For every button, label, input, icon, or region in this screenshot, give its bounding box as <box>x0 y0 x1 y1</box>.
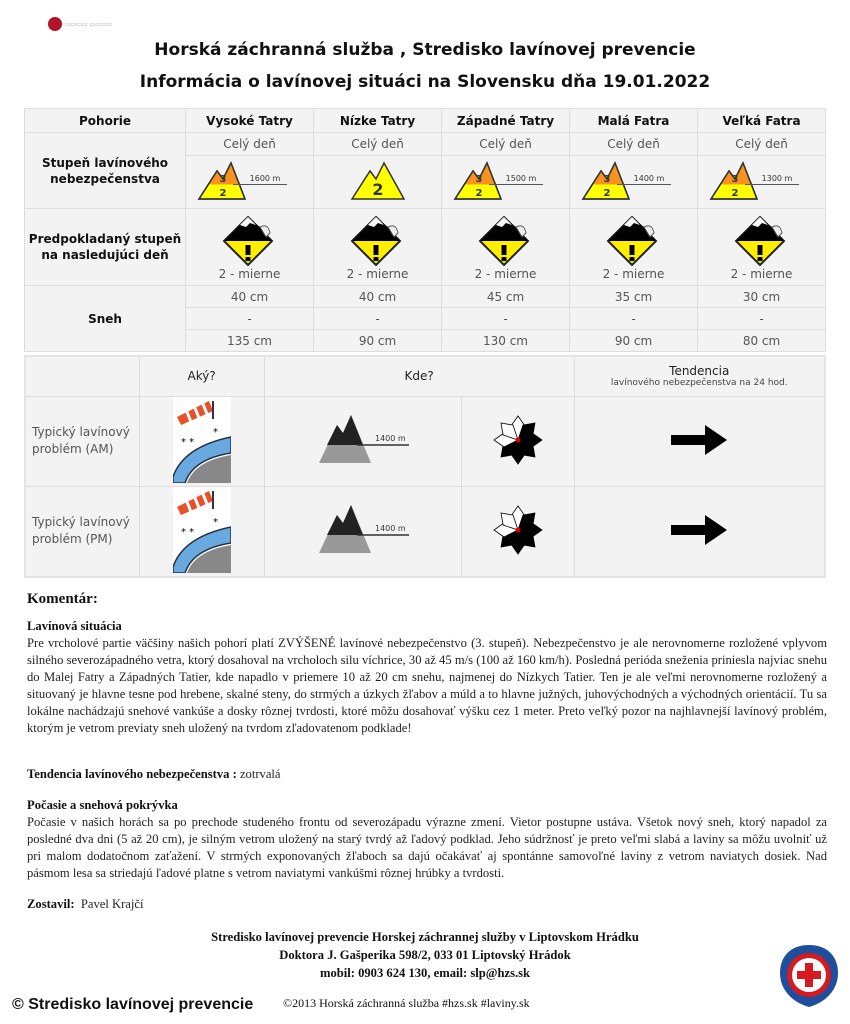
footer-line3: mobil: 0903 624 130, email: slp@hzs.sk <box>319 966 531 980</box>
period-cell: Celý deň <box>442 133 570 156</box>
svg-text:1300 m: 1300 m <box>761 173 792 183</box>
weather-section <box>27 797 827 882</box>
trend-label: Tendencia lavínového nebezpečenstva : <box>27 767 237 781</box>
period-cell: Celý deň <box>314 133 442 156</box>
svg-text:2: 2 <box>475 187 482 199</box>
snow-cell: 80 cm <box>698 330 826 352</box>
header-what: Aký? <box>139 356 264 396</box>
author-name: Pavel Krajčí <box>80 897 144 911</box>
label-pred: Predpokladaný stupeň na nasledujúci deň <box>25 209 186 286</box>
snow-cell: 40 cm <box>314 286 442 308</box>
snow-cell: 90 cm <box>314 330 442 352</box>
svg-text:1500 m: 1500 m <box>505 173 536 183</box>
region-header: Vysoké Tatry <box>186 109 314 133</box>
svg-text:2: 2 <box>603 187 610 199</box>
page-subtitle: Informácia o lavínovej situáci na Slovensku dňa 19.01.2022 <box>139 72 711 92</box>
situation-text: Pre vrcholové partie väčšiny našich pohorí platí ZVÝŠENÉ lavínové nebezpečenstvo (3. stupeň). Nebezpečenstvo je ale nerovnomerne rozložené vplyvom silného severozápadného vetra, ktorý dosahoval na vrcholoch silu víchrice, 30 až 45 m/s (100 až 160 km/h). Posledná perióda sneženia priniesla najviac snehu do Malej Fatry a Západných Tatier, kde napadlo v priemere 10 až 20 cm snehu, najmenej do Nízkych Tatier. Ten je ale veľmi nerovnomerne rozložený a situovaný je hlavne tesne pod hrebene, skalné steny, do strmých a úzkych žľabov a múld a to hlavne južných, juhovýchodných a východných orientácií. Tu sa lokálne nachádzajú snehové vankúše a dosky rôznej tvrdosti, ktoré môžu dosahovať výšku cez 1 meter. Preto veľký pozor na najhlavnejší lavínový problém, ktorým je vetrom previaty sneh uložený na tvrdom zľadovatenom podklade! <box>27 636 827 735</box>
page-title: Horská záchranná služba , Stredisko lavínovej prevencie <box>154 40 696 60</box>
svg-text:1400 m: 1400 m <box>374 433 406 443</box>
snow-cell: - <box>698 308 826 330</box>
author-label: Zostavil: <box>27 897 75 911</box>
svg-text:*: * <box>212 516 218 528</box>
header-pohorie: Pohorie <box>25 109 186 133</box>
hzs-logo-icon <box>778 943 840 1009</box>
pred-label: 2 - mierne <box>346 267 409 281</box>
svg-text:1600 m: 1600 m <box>249 173 280 183</box>
snow-cell: 130 cm <box>442 330 570 352</box>
footer-line1: Stredisko lavínovej prevencie Horskej záchrannej služby v Liptovskom Hrádku <box>211 930 639 944</box>
svg-text:2: 2 <box>219 187 226 199</box>
elevation-icon <box>264 396 461 486</box>
svg-text:3: 3 <box>731 173 738 185</box>
situation-section <box>27 618 827 737</box>
label-danger: Stupeň lavínového nebezpečenstva <box>25 133 186 209</box>
snow-cell: 35 cm <box>570 286 698 308</box>
copyright-slp: © Stredisko lavínovej prevencie <box>12 996 254 1013</box>
aspect-rose-icon <box>462 396 574 486</box>
snow-cell: - <box>442 308 570 330</box>
wind-slab-icon <box>139 396 264 486</box>
danger-level-icon <box>698 156 826 209</box>
danger-level-icon <box>314 156 442 209</box>
snow-cell: - <box>186 308 314 330</box>
elevation-icon <box>264 486 461 577</box>
svg-text:* *: * * <box>180 526 194 538</box>
trend-section <box>27 766 827 783</box>
danger-level-icon <box>570 156 698 209</box>
situation-title: Lavínová situácia <box>27 619 122 633</box>
snow-cell: 135 cm <box>186 330 314 352</box>
hzs-logo-small: ▭▭▭▭ ▭▭▭▭ <box>48 17 112 31</box>
pred-cell <box>698 209 826 286</box>
danger-table <box>24 108 826 352</box>
pred-label: 2 - mierne <box>218 267 281 281</box>
snow-cell: 40 cm <box>186 286 314 308</box>
svg-text:1400 m: 1400 m <box>633 173 664 183</box>
label-snow: Sneh <box>25 286 186 352</box>
pred-label: 2 - mierne <box>730 267 793 281</box>
region-header: Západné Tatry <box>442 109 570 133</box>
pred-cell <box>314 209 442 286</box>
snow-cell: 30 cm <box>698 286 826 308</box>
snow-cell: 45 cm <box>442 286 570 308</box>
header-where: Kde? <box>264 356 574 396</box>
snow-cell: - <box>570 308 698 330</box>
svg-text:1400 m: 1400 m <box>374 523 406 533</box>
period-cell: Celý deň <box>186 133 314 156</box>
trend-title: Tendencia <box>669 364 730 379</box>
svg-text:2: 2 <box>731 187 738 199</box>
copyright-hzs: ©2013 Horská záchranná služba #hzs.sk #laviny.sk <box>283 996 530 1010</box>
arrow-right-icon <box>574 486 825 577</box>
region-header: Nízke Tatry <box>314 109 442 133</box>
problem-label: Typický lavínový problém (AM) <box>25 396 139 486</box>
problem-label: Typický lavínový problém (PM) <box>25 486 139 577</box>
svg-text:2: 2 <box>371 179 384 199</box>
pred-cell <box>442 209 570 286</box>
pred-cell <box>186 209 314 286</box>
blank-header <box>25 356 139 396</box>
footer-line2: Doktora J. Gašperika 598/2, 033 01 Liptovský Hrádok <box>279 948 571 962</box>
trend-value: zotrvalá <box>239 767 281 781</box>
header-trend <box>574 356 825 396</box>
svg-text:3: 3 <box>475 173 482 185</box>
svg-text:3: 3 <box>219 173 226 185</box>
aspect-rose-icon <box>462 486 574 577</box>
svg-text:* *: * * <box>180 436 194 448</box>
wind-slab-icon <box>139 486 264 577</box>
svg-text:3: 3 <box>603 173 610 185</box>
danger-level-icon <box>442 156 570 209</box>
period-cell: Celý deň <box>698 133 826 156</box>
arrow-right-icon <box>574 396 825 486</box>
danger-level-icon <box>186 156 314 209</box>
pred-label: 2 - mierne <box>474 267 537 281</box>
author-section <box>27 896 827 913</box>
svg-text:*: * <box>212 426 218 438</box>
period-cell: Celý deň <box>570 133 698 156</box>
pred-cell <box>570 209 698 286</box>
comment-heading: Komentár: <box>27 591 98 607</box>
snow-cell: - <box>314 308 442 330</box>
weather-text: Počasie v našich horách sa po prechode studeného frontu od severozápadu výrazne zmení. Vietor postupne ustáva. Všetok nový sneh, ktorý napadol za posledné dva dni (5 až 20 cm), je silným vetrom uložený na starý tvrdý až ľadový podklad. Jeho súdržnosť je preto veľmi slabá a laviny sa môžu uvolniť už pri malom dodatočnom zaťažení. V strmých exponovaných žľaboch sa dajú očakávať aj spontánne samovoľné laviny z vetrom naviatych dosiek. Nad pásmom lesa sa striedajú ľadové platne s vetrom naviatymi vankúšmi rôznej hrúbky a tvrdosti. <box>27 815 827 880</box>
trend-subtitle: lavínového nebezpečenstva na 24 hod. <box>610 378 788 389</box>
weather-title: Počasie a snehová pokrývka <box>27 798 178 812</box>
pred-label: 2 - mierne <box>602 267 665 281</box>
snow-cell: 90 cm <box>570 330 698 352</box>
region-header: Malá Fatra <box>570 109 698 133</box>
problems-table <box>24 355 826 578</box>
region-header: Veľká Fatra <box>698 109 826 133</box>
